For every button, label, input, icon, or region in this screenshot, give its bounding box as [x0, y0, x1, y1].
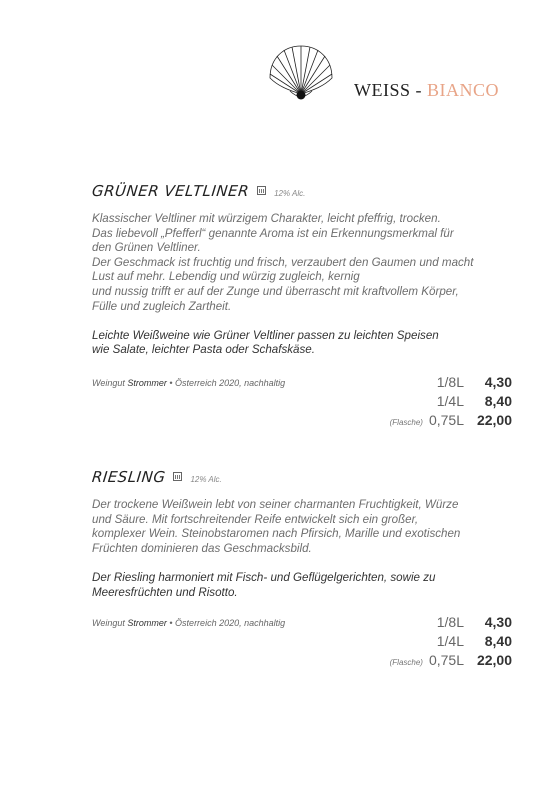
price-value: 22,00 [476, 652, 512, 668]
wine-pricing-riesling [92, 614, 512, 674]
wine-glass-icon [257, 186, 266, 195]
winery-origin: • Österreich 2020, nachhaltig [169, 618, 286, 628]
price-row [390, 614, 512, 633]
price-value: 22,00 [476, 412, 512, 428]
winery-info [92, 618, 285, 628]
price-row [390, 633, 512, 652]
wine-section-riesling [92, 468, 512, 600]
price-note: (Flasche) [389, 418, 423, 427]
wine-description: Klassischer Veltliner mit würzigem Charakter, leicht pfeffrig, trocken. Das liebevoll „Pfefferl“ genannte Aroma ist ein Erkennungsmerkmal für den Grünen Veltliner. Der Geschmack ist fruchtig und frisch, verzaubert den Gaumen und macht Lust auf mehr. Lebendig und würzig zugleich, kernig und nussig trifft er auf der Zunge und überrascht mit kraftvollem Körper, Fülle und zugleich Zartheit. [92, 212, 474, 313]
scallop-shell-icon [264, 44, 338, 102]
price-note: (Flasche) [389, 658, 423, 667]
price-size: 1/4L [436, 633, 464, 649]
price-size: 1/8L [436, 374, 464, 390]
alcohol-content: 12% Alc. [190, 475, 222, 484]
title-separator: - [415, 80, 422, 100]
winery-info [92, 378, 285, 388]
price-list [390, 614, 512, 671]
winery-name: Strommer [127, 378, 167, 388]
winery-prefix: Weingut [92, 378, 125, 388]
wine-heading [92, 182, 512, 200]
alcohol-content: 12% Alc. [274, 189, 306, 198]
winery-origin: • Österreich 2020, nachhaltig [169, 378, 286, 388]
wine-description: Der trockene Weißwein lebt von seiner charmanten Fruchtigkeit, Würze und Säure. Mit fortschreitender Reife entwickelt sich ein großer, komplexer Wein. Steinobstaromen nach Pfirsich, Marille und exotischen Früchten dominieren das Geschmacksbild. [92, 498, 461, 555]
price-row [390, 652, 512, 671]
price-row [390, 393, 512, 412]
price-row [390, 374, 512, 393]
winery-name: Strommer [127, 618, 167, 628]
price-value: 8,40 [484, 633, 512, 649]
price-value: 4,30 [484, 374, 512, 390]
wine-heading [92, 468, 512, 486]
wine-name: RIESLING [91, 468, 167, 486]
wine-section-gruener-veltliner [92, 182, 512, 358]
food-pairing: Leichte Weißweine wie Grüner Veltliner passen zu leichten Speisen wie Salate, leichter Pasta oder Schafskäse. [92, 328, 439, 357]
page-title [354, 80, 499, 101]
price-list [390, 374, 512, 431]
wine-name: GRÜNER VELTLINER [91, 182, 251, 200]
price-value: 4,30 [484, 614, 512, 630]
winery-prefix: Weingut [92, 618, 125, 628]
price-row [390, 412, 512, 431]
price-size: 0,75L [428, 412, 464, 428]
title-main: WEISS [354, 80, 411, 100]
wine-glass-icon [173, 472, 182, 481]
food-pairing: Der Riesling harmoniert mit Fisch- und Geflügelgerichten, sowie zu Meeresfrüchten und Risotto. [92, 570, 436, 599]
price-size: 0,75L [428, 652, 464, 668]
price-size: 1/4L [436, 393, 464, 409]
price-size: 1/8L [436, 614, 464, 630]
price-value: 8,40 [484, 393, 512, 409]
title-accent: BIANCO [427, 80, 500, 100]
wine-pricing-gruener-veltliner [92, 374, 512, 434]
